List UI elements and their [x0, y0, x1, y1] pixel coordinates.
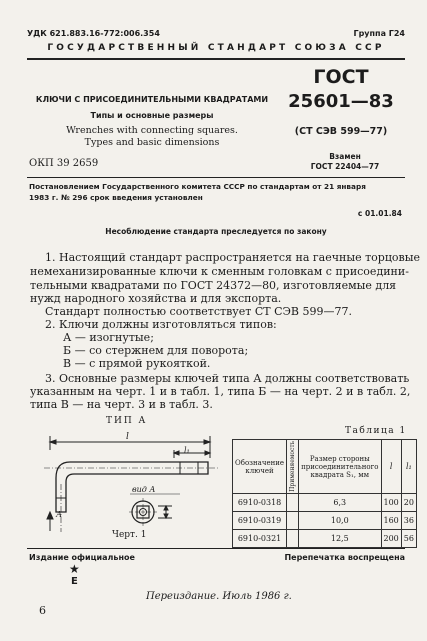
dimensions-table — [232, 439, 417, 548]
state-standard-banner: ГОСУДАРСТВЕННЫЙ СТАНДАРТ СОЮЗА ССР — [47, 43, 385, 53]
cell-square-size: 10,0 — [299, 512, 381, 530]
wrench-drawing — [30, 428, 230, 536]
cell-square-size: 6,3 — [299, 494, 381, 512]
cell-applicability — [287, 494, 299, 512]
paragraph-3-line-3: типа В — на черт. 3 и в табл. 3. — [30, 398, 213, 411]
paragraph-2-line-1: 2. Ключи должны изготовляться типов: — [45, 318, 277, 331]
table-row — [233, 494, 417, 512]
header-square-size: Размер стороны присоединительного квадрата S₁, мм — [299, 440, 381, 494]
paragraph-1-line-1: 1. Настоящий стандарт распространяется на гаечные торцовые — [45, 251, 420, 264]
page-number: 6 — [39, 604, 46, 617]
title-en-sub: Types and basic dimensions — [84, 137, 220, 148]
header-rule — [27, 58, 405, 60]
view-a-label: вид А — [132, 485, 156, 494]
dim-l1-label: l₁ — [184, 446, 190, 455]
footer-rule — [27, 548, 405, 549]
decree-line-2: 1983 г. № 296 срок введения установлен — [29, 193, 203, 202]
star-icon: ★ — [69, 562, 80, 576]
table-row — [233, 512, 417, 530]
table-caption: Таблица 1 — [345, 426, 407, 436]
table-row — [233, 530, 417, 548]
group-code: Группа Г24 — [353, 29, 405, 38]
official-edition: Издание официальное — [29, 553, 135, 562]
reprint-prohibited: Перепечатка воспрещена — [284, 553, 405, 562]
figure-caption: Черт. 1 — [112, 530, 147, 540]
table-header-row — [233, 440, 417, 494]
decree-line-1: Постановлением Государственного комитета СССР по стандартам от 21 января — [29, 182, 366, 191]
cmea-standard: (СТ СЭВ 599—77) — [294, 126, 388, 137]
header-l1: l₁ — [401, 440, 416, 494]
cell-designation: 6910-0318 — [233, 494, 287, 512]
header-applicability: Применяемость — [287, 440, 299, 494]
type-b-item: Б — со стержнем для поворота; — [63, 344, 249, 357]
title-ru-sub: Типы и основные размеры — [90, 111, 214, 120]
cell-designation: 6910-0321 — [233, 530, 287, 548]
legal-warning: Несоблюдение стандарта преследуется по закону — [105, 227, 327, 236]
type-v-item: В — с прямой рукояткой. — [63, 357, 211, 370]
type-a-item: А — изогнутые; — [63, 331, 154, 344]
paragraph-3-line-2: указанным на черт. 1 и в табл. 1, типа Б — на черт. 2 и в табл. 2, — [30, 385, 411, 398]
header-designation: Обозначение ключей — [233, 440, 287, 494]
effective-date: с 01.01.84 — [357, 209, 402, 218]
okp-code: ОКП 39 2659 — [29, 158, 99, 169]
cell-l1: 36 — [401, 512, 416, 530]
arrow-a-label: А — [56, 510, 63, 519]
paragraph-1-line-3: тельными квадратами по ГОСТ 24372—80, изготовляемые для — [30, 279, 397, 292]
paragraph-1-line-4: нужд народного хозяйства и для экспорта. — [30, 292, 282, 305]
paragraph-1-line-2: немеханизированные ключи к сменным головкам с присоедини- — [30, 265, 409, 278]
cell-l: 200 — [381, 530, 401, 548]
dim-l-label: l — [126, 432, 129, 442]
gost-label: ГОСТ — [313, 66, 369, 88]
reissue-note: Переиздание. Июль 1986 г. — [146, 591, 292, 602]
title-en-main: Wrenches with connecting squares. — [66, 125, 238, 136]
title-rule — [27, 177, 405, 178]
cell-applicability — [287, 512, 299, 530]
replaces-label: Взамен — [329, 152, 361, 161]
cell-l: 100 — [381, 494, 401, 512]
e-mark: Е — [71, 576, 78, 587]
cell-designation: 6910-0319 — [233, 512, 287, 530]
udk-code: УДК 621.883.16-772:006.354 — [27, 29, 160, 38]
paragraph-1-line-5: Стандарт полностью соответствует СТ СЭВ 599—77. — [45, 305, 352, 318]
header-l: l — [381, 440, 401, 494]
cell-l: 160 — [381, 512, 401, 530]
cell-l1: 56 — [401, 530, 416, 548]
cell-square-size: 12,5 — [299, 530, 381, 548]
cell-applicability — [287, 530, 299, 548]
gost-number: 25601—83 — [288, 91, 394, 112]
figure-title: ТИП А — [106, 416, 148, 426]
replaced-standard: ГОСТ 22404—77 — [310, 162, 380, 171]
cell-l1: 20 — [401, 494, 416, 512]
paragraph-3-line-1: 3. Основные размеры ключей типа А должны соответствовать — [45, 372, 410, 385]
title-ru-main: КЛЮЧИ С ПРИСОЕДИНИТЕЛЬНЫМИ КВАДРАТАМИ — [35, 95, 269, 104]
